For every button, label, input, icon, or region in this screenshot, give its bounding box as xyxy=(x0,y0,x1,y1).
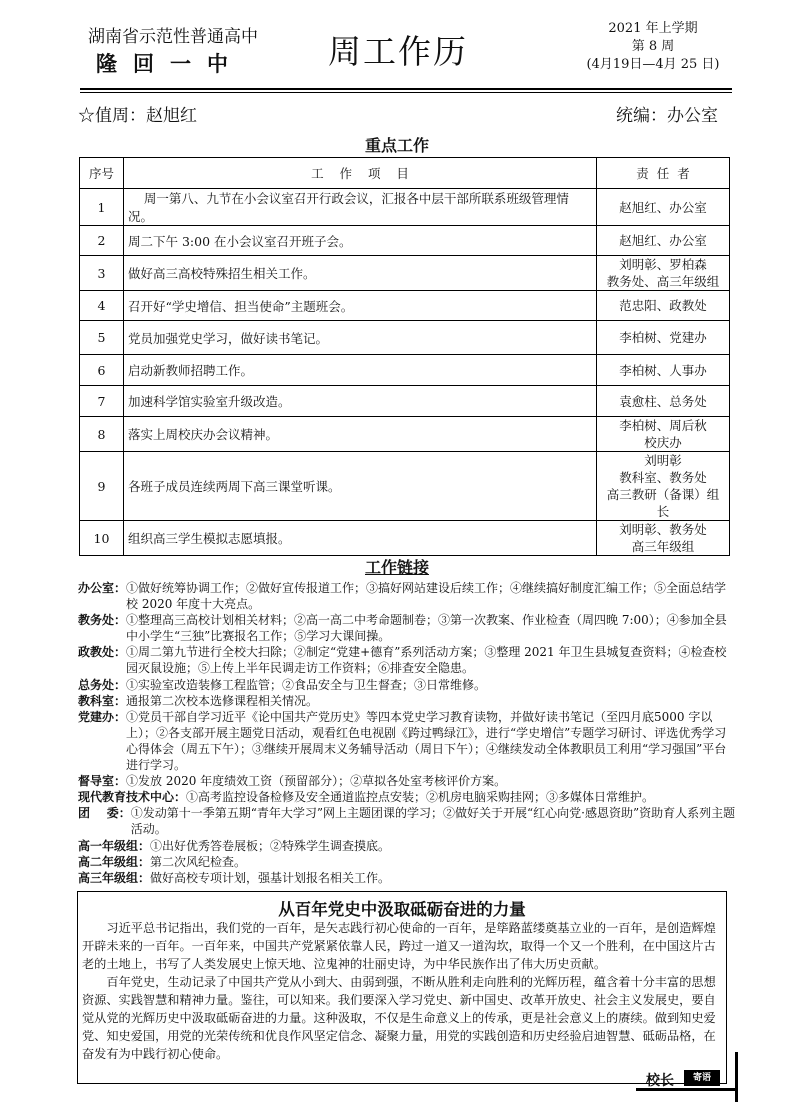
work-links-title: 工作链接 xyxy=(364,558,429,577)
link-item xyxy=(78,709,738,773)
seal-stamp: 寄语 xyxy=(684,1070,720,1086)
key-work-table xyxy=(79,157,730,556)
responsible: 李柏树、党建办 xyxy=(597,321,730,355)
key-work-title: 重点工作 xyxy=(364,136,429,155)
header-divider-thin xyxy=(80,92,732,93)
work-item: 落实上周校庆办会议精神。 xyxy=(124,417,597,452)
essay-paragraph: 习近平总书记指出，我们党的一百年，是矢志践行初心使命的一百年，是筚路蓝缕奠基立业的一百年，是创造辉煌开辟未来的一百年。一百年来，中国共产党紧紧依靠人民，跨过一道又一道沟坎，取得一个又一个胜利，在中国这片古老的土地上，书写了人类发展史上惊天地、泣鬼神的壮丽史诗，为中华民族作出了伟大历史贡献。 xyxy=(82,921,716,971)
link-item xyxy=(78,693,738,709)
essay-box xyxy=(77,891,727,1084)
link-item xyxy=(78,789,738,805)
table-row xyxy=(80,189,730,226)
department-label: 现代教育技术中心： xyxy=(78,790,187,805)
date-range: (4月19日—4月 25 日) xyxy=(586,57,720,72)
row-number: 10 xyxy=(80,521,124,556)
department-tasks: 做好高校专项计划，强基计划报名相关工作。 xyxy=(150,870,391,885)
table-row xyxy=(80,452,730,521)
row-number: 7 xyxy=(80,386,124,417)
page-title: 周工作历 xyxy=(328,32,468,71)
header-divider-thick xyxy=(80,88,732,90)
responsible: 范忠阳、政教处 xyxy=(597,291,730,321)
row-number: 1 xyxy=(80,189,124,226)
department-label: 督导室： xyxy=(78,774,127,789)
row-number: 9 xyxy=(80,452,124,521)
department-tasks: 第二次风纪检查。 xyxy=(150,854,247,869)
department-label: 教务处： xyxy=(78,613,127,628)
link-item xyxy=(78,612,738,644)
col-no-header: 序号 xyxy=(80,158,124,189)
work-item: 各班子成员连续两周下高三课堂听课。 xyxy=(124,452,597,521)
department-label: 高二年级组： xyxy=(78,854,151,869)
duty-person: ☆值周：赵旭红 xyxy=(78,106,197,126)
responsible: 李柏树、周后秋 校庆办 xyxy=(597,417,730,452)
work-item: 党员加强党史学习，做好读书笔记。 xyxy=(124,321,597,355)
department-label: 党建办： xyxy=(78,709,127,724)
department-tasks: ①出好优秀答卷展板；②特殊学生调查摸底。 xyxy=(150,838,391,853)
department-label: 高三年级组： xyxy=(78,870,151,885)
link-item xyxy=(78,870,738,886)
signature-frame-vertical xyxy=(735,1052,738,1102)
work-item: 做好高三高校特殊招生相关工作。 xyxy=(124,256,597,291)
department-tasks: ①整理高三高校计划相关材料；②高一高二中考命题制卷；③第一次教案、作业检查（周四晚 7:00）；④参加全县中小学生“三独”比赛报名工作；⑤学习大课间操。 xyxy=(126,613,727,644)
link-item xyxy=(78,838,738,854)
work-item: 加速科学馆实验室升级改造。 xyxy=(124,386,597,417)
work-item: 周二下午 3:00 在小会议室召开班子会。 xyxy=(124,226,597,256)
row-number: 6 xyxy=(80,355,124,386)
link-item xyxy=(78,677,738,693)
department-tasks: ①发动第十一季第五期“青年大学习”网上主题团课的学习；②做好关于开展“红心向党·感恩资助”资助育人系列主题活动。 xyxy=(130,806,736,837)
essay-title: 从百年党史中汲取砥砺奋进的力量 xyxy=(278,900,526,919)
department-tasks: ①做好统筹协调工作；②做好宣传报道工作；③搞好网站建设后续工作；④继续搞好制度汇编工作；⑤全面总结学校 2020 年度十大亮点。 xyxy=(126,581,727,612)
row-number: 4 xyxy=(80,291,124,321)
department-label: 办公室： xyxy=(78,581,127,595)
table-row xyxy=(80,226,730,256)
link-item xyxy=(78,805,738,837)
department-tasks: 通报第二次校本选修课程相关情况。 xyxy=(126,693,319,708)
table-row xyxy=(80,521,730,556)
department-tasks: ①实验室改造装修工程监管；②食品安全与卫生督查；③日常维修。 xyxy=(126,677,487,692)
table-row xyxy=(80,355,730,386)
editor: 统编：办公室 xyxy=(616,106,718,126)
table-row xyxy=(80,256,730,291)
school-short-name: 隆回一中 xyxy=(96,51,244,76)
row-number: 5 xyxy=(80,321,124,355)
table-row xyxy=(80,417,730,452)
department-tasks: ①党员干部自学习近平《论中国共产党历史》等四本党史学习教育读物，并做好读书笔记（至四月底5000 字以上）；②各支部开展主题党日活动，观看红色电视剧《跨过鸭绿江》，进行“学史增信”专题学习研讨、评选优秀学习心得体会（周五下午）；③继续开展周末义务辅导活动（周日下午）；④继续发动全体教职员工利用“学习强国”平台进行学习。 xyxy=(126,709,727,773)
school-name: 湖南省示范性普通高中 xyxy=(88,27,258,47)
col-item-header: 工 作 项 目 xyxy=(124,158,597,189)
link-item xyxy=(78,854,738,870)
link-item xyxy=(78,580,738,612)
responsible: 赵旭红、办公室 xyxy=(597,189,730,226)
department-tasks: ①高考监控设备检修及安全通道监控点安装；②机房电脑采购挂网；③多媒体日常维护。 xyxy=(186,790,655,805)
link-item xyxy=(78,644,738,676)
essay-body xyxy=(82,919,723,1063)
department-label: 教科室： xyxy=(78,693,127,708)
department-label: 团 委： xyxy=(78,806,131,821)
responsible: 刘明彰、教务处 高三年级组 xyxy=(597,521,730,556)
department-label: 总务处： xyxy=(78,677,127,692)
row-number: 2 xyxy=(80,226,124,256)
work-links-list xyxy=(78,580,738,886)
week-label: 第 8 周 xyxy=(631,39,675,54)
responsible: 刘明彰 教科室、教务处 高三教研（备课）组长 xyxy=(597,452,730,521)
responsible: 赵旭红、办公室 xyxy=(597,226,730,256)
table-row xyxy=(80,291,730,321)
responsible: 刘明彰、罗柏森 教务处、高三年级组 xyxy=(597,256,730,291)
table-row xyxy=(80,386,730,417)
table-row xyxy=(80,321,730,355)
row-number: 8 xyxy=(80,417,124,452)
responsible: 袁愈柱、总务处 xyxy=(597,386,730,417)
principal-signature: 校长 xyxy=(646,1073,674,1089)
link-item xyxy=(78,773,738,789)
department-label: 政教处： xyxy=(78,645,127,660)
department-tasks: ①发放 2020 年度绩效工资（预留部分）；②草拟各处室考核评价方案。 xyxy=(126,774,507,789)
term-info xyxy=(568,20,738,74)
work-item: 组织高三学生模拟志愿填报。 xyxy=(124,521,597,556)
work-item: 周一第八、九节在小会议室召开行政会议，汇报各中层干部所联系班级管理情况。 xyxy=(124,189,597,226)
table-header-row xyxy=(80,158,730,189)
work-item: 启动新教师招聘工作。 xyxy=(124,355,597,386)
essay-paragraph: 百年党史，生动记录了中国共产党从小到大、由弱到强，不断从胜利走向胜利的光辉历程，蕴含着十分丰富的思想资源、实践智慧和精神力量。鉴往，可以知来。我们要深入学习党史、新中国史、改革开放史、社会主义发展史，要自觉从党的光辉历史中汲取砥砺奋进的力量。这种汲取，不仅是生命意义上的传承，更是社会意义上的赓续。做到知史爱党、知史爱国，用党的光荣传统和优良作风坚定信念、凝聚力量，用党的实践创造和历史经验启迪智慧、砥砺品格，在奋发有为中践行初心使命。 xyxy=(82,975,716,1061)
work-item: 召开好“学史增信、担当使命”主题班会。 xyxy=(124,291,597,321)
row-number: 3 xyxy=(80,256,124,291)
responsible: 李柏树、人事办 xyxy=(597,355,730,386)
term-label: 2021 年上学期 xyxy=(608,21,698,36)
department-label: 高一年级组： xyxy=(78,838,151,853)
department-tasks: ①周二第九节进行全校大扫除；②制定“党建+德育”系列活动方案；③整理 2021 年卫生县城复查资料；④检查校园灭鼠设施；⑤上传上半年民调走访工作资料；⑥排查安全隐患。 xyxy=(126,645,727,676)
col-resp-header: 责 任 者 xyxy=(597,158,730,189)
